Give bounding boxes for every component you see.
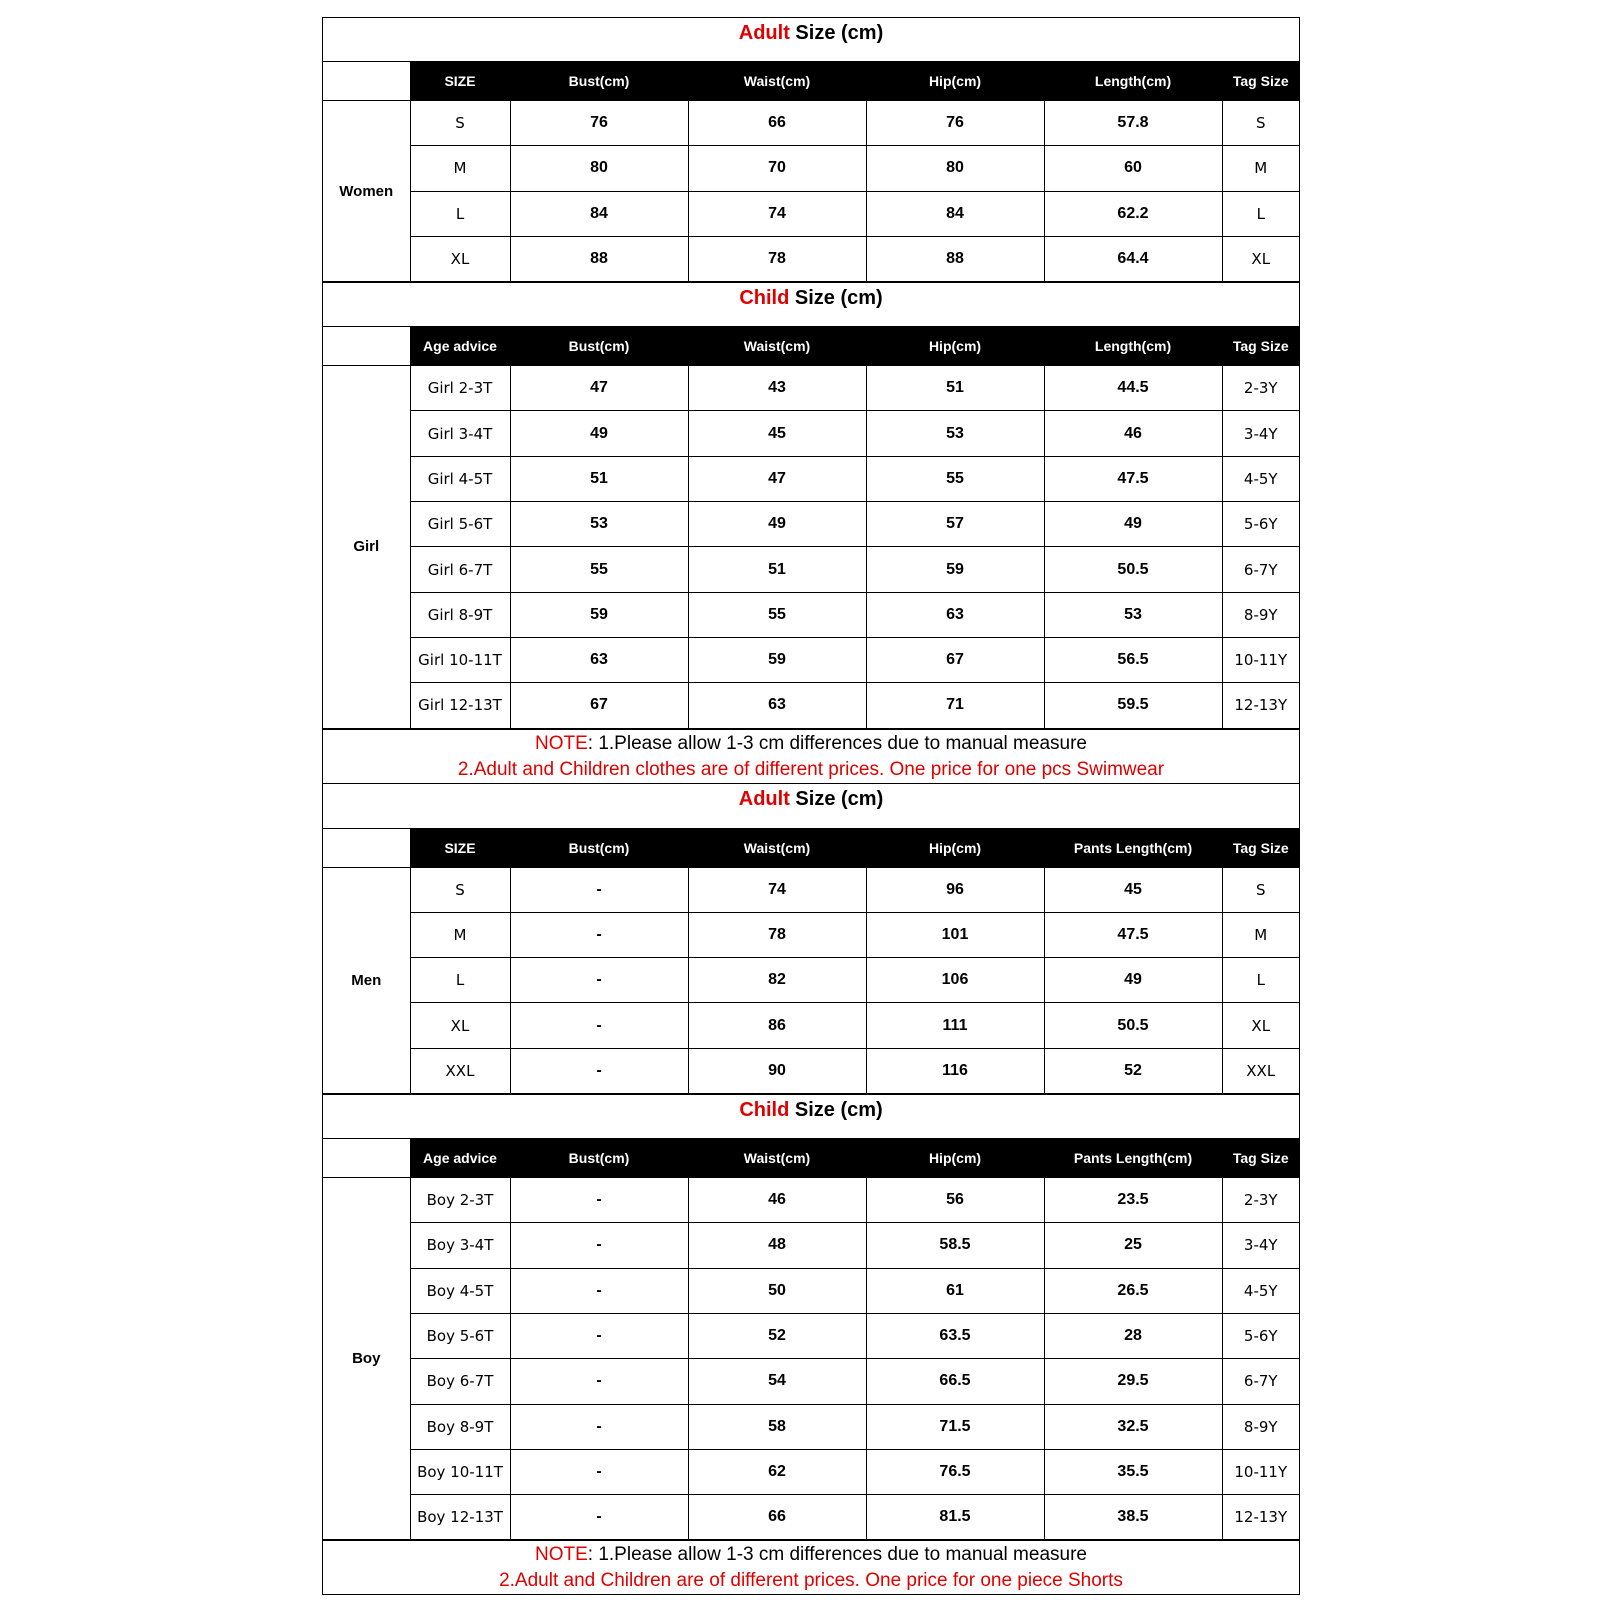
- size-cell: Girl 10-11T: [410, 637, 510, 682]
- size-cell: Girl 12-13T: [410, 683, 510, 728]
- measurement-cell: 55: [510, 547, 688, 592]
- table-row: [323, 1178, 1299, 1223]
- measurement-cell: 32.5: [1044, 1404, 1222, 1449]
- measurement-cell: 51: [688, 547, 866, 592]
- measurement-cell: 116: [866, 1048, 1044, 1093]
- table-row: [323, 958, 1299, 1003]
- column-header: Tag Size: [1222, 62, 1299, 101]
- size-cell: Boy 8-9T: [410, 1404, 510, 1449]
- measurement-cell: 47: [510, 366, 688, 411]
- table-row: [323, 191, 1299, 236]
- column-header: Bust(cm): [510, 1139, 688, 1178]
- size-cell: S: [410, 867, 510, 912]
- table-row: [323, 1223, 1299, 1268]
- measurement-cell: 106: [866, 958, 1044, 1003]
- measurement-cell: 56.5: [1044, 637, 1222, 682]
- measurement-cell: 60: [1044, 146, 1222, 191]
- note-box: [323, 1540, 1299, 1595]
- tag-size-cell: 3-4Y: [1222, 411, 1299, 456]
- size-table-men: [323, 828, 1299, 1094]
- measurement-cell: 90: [688, 1048, 866, 1093]
- measurement-cell: 88: [510, 236, 688, 281]
- measurement-cell: 74: [688, 191, 866, 236]
- size-table-boy: [323, 1138, 1299, 1540]
- tag-size-cell: 2-3Y: [1222, 366, 1299, 411]
- measurement-cell: 59: [866, 547, 1044, 592]
- measurement-cell: 47.5: [1044, 456, 1222, 501]
- group-label: Girl: [323, 366, 410, 728]
- table-row: [323, 1359, 1299, 1404]
- size-cell: M: [410, 146, 510, 191]
- measurement-cell: 78: [688, 912, 866, 957]
- measurement-cell: 52: [688, 1313, 866, 1358]
- measurement-cell: 96: [866, 867, 1044, 912]
- tag-size-cell: L: [1222, 958, 1299, 1003]
- header-blank-cell: [323, 828, 410, 867]
- measurement-cell: 47: [688, 456, 866, 501]
- tag-size-cell: S: [1222, 867, 1299, 912]
- measurement-cell: -: [510, 1404, 688, 1449]
- column-header: Tag Size: [1222, 828, 1299, 867]
- measurement-cell: 76.5: [866, 1449, 1044, 1494]
- column-header: Bust(cm): [510, 327, 688, 366]
- measurement-cell: 70: [688, 146, 866, 191]
- column-header: Hip(cm): [866, 828, 1044, 867]
- size-cell: Boy 12-13T: [410, 1495, 510, 1540]
- measurement-cell: -: [510, 1495, 688, 1540]
- size-cell: Girl 3-4T: [410, 411, 510, 456]
- measurement-cell: 49: [688, 502, 866, 547]
- tag-size-cell: 12-13Y: [1222, 683, 1299, 728]
- column-header: Pants Length(cm): [1044, 828, 1222, 867]
- measurement-cell: 53: [1044, 592, 1222, 637]
- size-table-girl: [323, 326, 1299, 728]
- tag-size-cell: 4-5Y: [1222, 456, 1299, 501]
- measurement-cell: 59: [688, 637, 866, 682]
- section-title-child-girl: Child Size (cm): [323, 282, 1299, 326]
- table-row: [323, 1048, 1299, 1093]
- column-header: Waist(cm): [688, 1139, 866, 1178]
- group-label: Men: [323, 867, 410, 1093]
- measurement-cell: 51: [510, 456, 688, 501]
- measurement-cell: 47.5: [1044, 912, 1222, 957]
- measurement-cell: 66: [688, 101, 866, 146]
- measurement-cell: 61: [866, 1268, 1044, 1313]
- table-row: [323, 1404, 1299, 1449]
- size-table-women: [323, 61, 1299, 282]
- measurement-cell: -: [510, 1003, 688, 1048]
- size-cell: Boy 4-5T: [410, 1268, 510, 1313]
- measurement-cell: 66: [688, 1495, 866, 1540]
- measurement-cell: 63: [866, 592, 1044, 637]
- column-header: Bust(cm): [510, 828, 688, 867]
- measurement-cell: 50: [688, 1268, 866, 1313]
- tag-size-cell: S: [1222, 101, 1299, 146]
- measurement-cell: 49: [510, 411, 688, 456]
- measurement-cell: -: [510, 1359, 688, 1404]
- size-cell: Girl 5-6T: [410, 502, 510, 547]
- measurement-cell: 58: [688, 1404, 866, 1449]
- measurement-cell: 43: [688, 366, 866, 411]
- tag-size-cell: 8-9Y: [1222, 1404, 1299, 1449]
- measurement-cell: 80: [510, 146, 688, 191]
- measurement-cell: -: [510, 1449, 688, 1494]
- group-label: Boy: [323, 1178, 410, 1540]
- measurement-cell: 59.5: [1044, 683, 1222, 728]
- measurement-cell: 76: [866, 101, 1044, 146]
- measurement-cell: 71.5: [866, 1404, 1044, 1449]
- measurement-cell: 52: [1044, 1048, 1222, 1093]
- column-header: Hip(cm): [866, 1139, 1044, 1178]
- size-cell: Boy 6-7T: [410, 1359, 510, 1404]
- column-header: Bust(cm): [510, 62, 688, 101]
- size-cell: Boy 2-3T: [410, 1178, 510, 1223]
- measurement-cell: 78: [688, 236, 866, 281]
- measurement-cell: 86: [688, 1003, 866, 1048]
- table-row: [323, 146, 1299, 191]
- measurement-cell: -: [510, 867, 688, 912]
- measurement-cell: 63.5: [866, 1313, 1044, 1358]
- measurement-cell: -: [510, 1223, 688, 1268]
- measurement-cell: 49: [1044, 502, 1222, 547]
- measurement-cell: 28: [1044, 1313, 1222, 1358]
- column-header: Age advice: [410, 1139, 510, 1178]
- table-row: [323, 637, 1299, 682]
- measurement-cell: 62: [688, 1449, 866, 1494]
- tag-size-cell: XL: [1222, 236, 1299, 281]
- measurement-cell: 53: [866, 411, 1044, 456]
- table-row: [323, 592, 1299, 637]
- size-cell: L: [410, 958, 510, 1003]
- size-cell: Girl 4-5T: [410, 456, 510, 501]
- size-cell: XXL: [410, 1048, 510, 1093]
- measurement-cell: 45: [1044, 867, 1222, 912]
- measurement-cell: -: [510, 1268, 688, 1313]
- measurement-cell: 101: [866, 912, 1044, 957]
- size-cell: XL: [410, 236, 510, 281]
- measurement-cell: 46: [1044, 411, 1222, 456]
- measurement-cell: 59: [510, 592, 688, 637]
- column-header: Waist(cm): [688, 828, 866, 867]
- column-header: Waist(cm): [688, 62, 866, 101]
- measurement-cell: 44.5: [1044, 366, 1222, 411]
- size-cell: S: [410, 101, 510, 146]
- tag-size-cell: 8-9Y: [1222, 592, 1299, 637]
- note-box: [323, 729, 1299, 784]
- measurement-cell: 51: [866, 366, 1044, 411]
- note-line-1: NOTE: 1.Please allow 1-3 cm differences due to manual measure: [535, 1544, 1087, 1566]
- measurement-cell: 29.5: [1044, 1359, 1222, 1404]
- column-header: Pants Length(cm): [1044, 1139, 1222, 1178]
- measurement-cell: -: [510, 912, 688, 957]
- size-cell: M: [410, 912, 510, 957]
- measurement-cell: -: [510, 1313, 688, 1358]
- measurement-cell: 76: [510, 101, 688, 146]
- measurement-cell: 35.5: [1044, 1449, 1222, 1494]
- tag-size-cell: 3-4Y: [1222, 1223, 1299, 1268]
- table-row: [323, 1268, 1299, 1313]
- measurement-cell: 74: [688, 867, 866, 912]
- measurement-cell: 63: [510, 637, 688, 682]
- measurement-cell: 82: [688, 958, 866, 1003]
- measurement-cell: 50.5: [1044, 547, 1222, 592]
- column-header: Hip(cm): [866, 62, 1044, 101]
- size-chart: [322, 17, 1300, 1595]
- size-cell: Boy 3-4T: [410, 1223, 510, 1268]
- measurement-cell: 48: [688, 1223, 866, 1268]
- column-header: SIZE: [410, 62, 510, 101]
- tag-size-cell: 5-6Y: [1222, 502, 1299, 547]
- column-header: Age advice: [410, 327, 510, 366]
- table-row: [323, 236, 1299, 281]
- measurement-cell: 66.5: [866, 1359, 1044, 1404]
- column-header: Hip(cm): [866, 327, 1044, 366]
- measurement-cell: 56: [866, 1178, 1044, 1223]
- table-row: [323, 366, 1299, 411]
- tag-size-cell: L: [1222, 191, 1299, 236]
- header-blank-cell: [323, 327, 410, 366]
- section-title-adult-women: Adult Size (cm): [323, 17, 1299, 61]
- tag-size-cell: 6-7Y: [1222, 1359, 1299, 1404]
- measurement-cell: 81.5: [866, 1495, 1044, 1540]
- tag-size-cell: 12-13Y: [1222, 1495, 1299, 1540]
- measurement-cell: 53: [510, 502, 688, 547]
- measurement-cell: -: [510, 1178, 688, 1223]
- measurement-cell: 57: [866, 502, 1044, 547]
- section-title-child-boy: Child Size (cm): [323, 1094, 1299, 1138]
- table-row: [323, 101, 1299, 146]
- measurement-cell: 84: [866, 191, 1044, 236]
- measurement-cell: 62.2: [1044, 191, 1222, 236]
- column-header: Length(cm): [1044, 327, 1222, 366]
- tag-size-cell: M: [1222, 146, 1299, 191]
- tag-size-cell: XL: [1222, 1003, 1299, 1048]
- measurement-cell: 25: [1044, 1223, 1222, 1268]
- tag-size-cell: M: [1222, 912, 1299, 957]
- measurement-cell: 71: [866, 683, 1044, 728]
- header-blank-cell: [323, 1139, 410, 1178]
- note-line-2: 2.Adult and Children clothes are of different prices. One price for one pcs Swimwear: [457, 758, 1165, 780]
- section-title-adult-men: Adult Size (cm): [738, 787, 884, 810]
- measurement-cell: 67: [510, 683, 688, 728]
- note-line-2: 2.Adult and Children are of different prices. One price for one piece Shorts: [499, 1570, 1123, 1592]
- measurement-cell: 23.5: [1044, 1178, 1222, 1223]
- size-cell: XL: [410, 1003, 510, 1048]
- measurement-cell: 57.8: [1044, 101, 1222, 146]
- group-label: Women: [323, 101, 410, 282]
- column-header: Tag Size: [1222, 327, 1299, 366]
- table-row: [323, 1495, 1299, 1540]
- size-cell: Girl 2-3T: [410, 366, 510, 411]
- size-cell: Girl 8-9T: [410, 592, 510, 637]
- column-header: Length(cm): [1044, 62, 1222, 101]
- table-row: [323, 1003, 1299, 1048]
- table-row: [323, 456, 1299, 501]
- measurement-cell: 54: [688, 1359, 866, 1404]
- tag-size-cell: 10-11Y: [1222, 1449, 1299, 1494]
- note-line-1: NOTE: 1.Please allow 1-3 cm differences due to manual measure: [535, 732, 1087, 754]
- table-row: [323, 547, 1299, 592]
- measurement-cell: 63: [688, 683, 866, 728]
- tag-size-cell: 10-11Y: [1222, 637, 1299, 682]
- size-cell: L: [410, 191, 510, 236]
- measurement-cell: 49: [1044, 958, 1222, 1003]
- measurement-cell: 55: [866, 456, 1044, 501]
- size-cell: Girl 6-7T: [410, 547, 510, 592]
- tag-size-cell: XXL: [1222, 1048, 1299, 1093]
- measurement-cell: 50.5: [1044, 1003, 1222, 1048]
- size-cell: Boy 10-11T: [410, 1449, 510, 1494]
- measurement-cell: 88: [866, 236, 1044, 281]
- measurement-cell: 45: [688, 411, 866, 456]
- table-row: [323, 912, 1299, 957]
- measurement-cell: 58.5: [866, 1223, 1044, 1268]
- measurement-cell: 80: [866, 146, 1044, 191]
- column-header: Waist(cm): [688, 327, 866, 366]
- measurement-cell: -: [510, 1048, 688, 1093]
- table-row: [323, 683, 1299, 728]
- tag-size-cell: 2-3Y: [1222, 1178, 1299, 1223]
- measurement-cell: 84: [510, 191, 688, 236]
- table-row: [323, 1449, 1299, 1494]
- table-row: [323, 502, 1299, 547]
- measurement-cell: 111: [866, 1003, 1044, 1048]
- column-header: SIZE: [410, 828, 510, 867]
- measurement-cell: 64.4: [1044, 236, 1222, 281]
- header-blank-cell: [323, 62, 410, 101]
- column-header: Tag Size: [1222, 1139, 1299, 1178]
- size-cell: Boy 5-6T: [410, 1313, 510, 1358]
- tag-size-cell: 5-6Y: [1222, 1313, 1299, 1358]
- measurement-cell: 55: [688, 592, 866, 637]
- table-row: [323, 867, 1299, 912]
- table-row: [323, 411, 1299, 456]
- table-row: [323, 1313, 1299, 1358]
- measurement-cell: -: [510, 958, 688, 1003]
- measurement-cell: 46: [688, 1178, 866, 1223]
- tag-size-cell: 4-5Y: [1222, 1268, 1299, 1313]
- tag-size-cell: 6-7Y: [1222, 547, 1299, 592]
- measurement-cell: 26.5: [1044, 1268, 1222, 1313]
- measurement-cell: 38.5: [1044, 1495, 1222, 1540]
- measurement-cell: 67: [866, 637, 1044, 682]
